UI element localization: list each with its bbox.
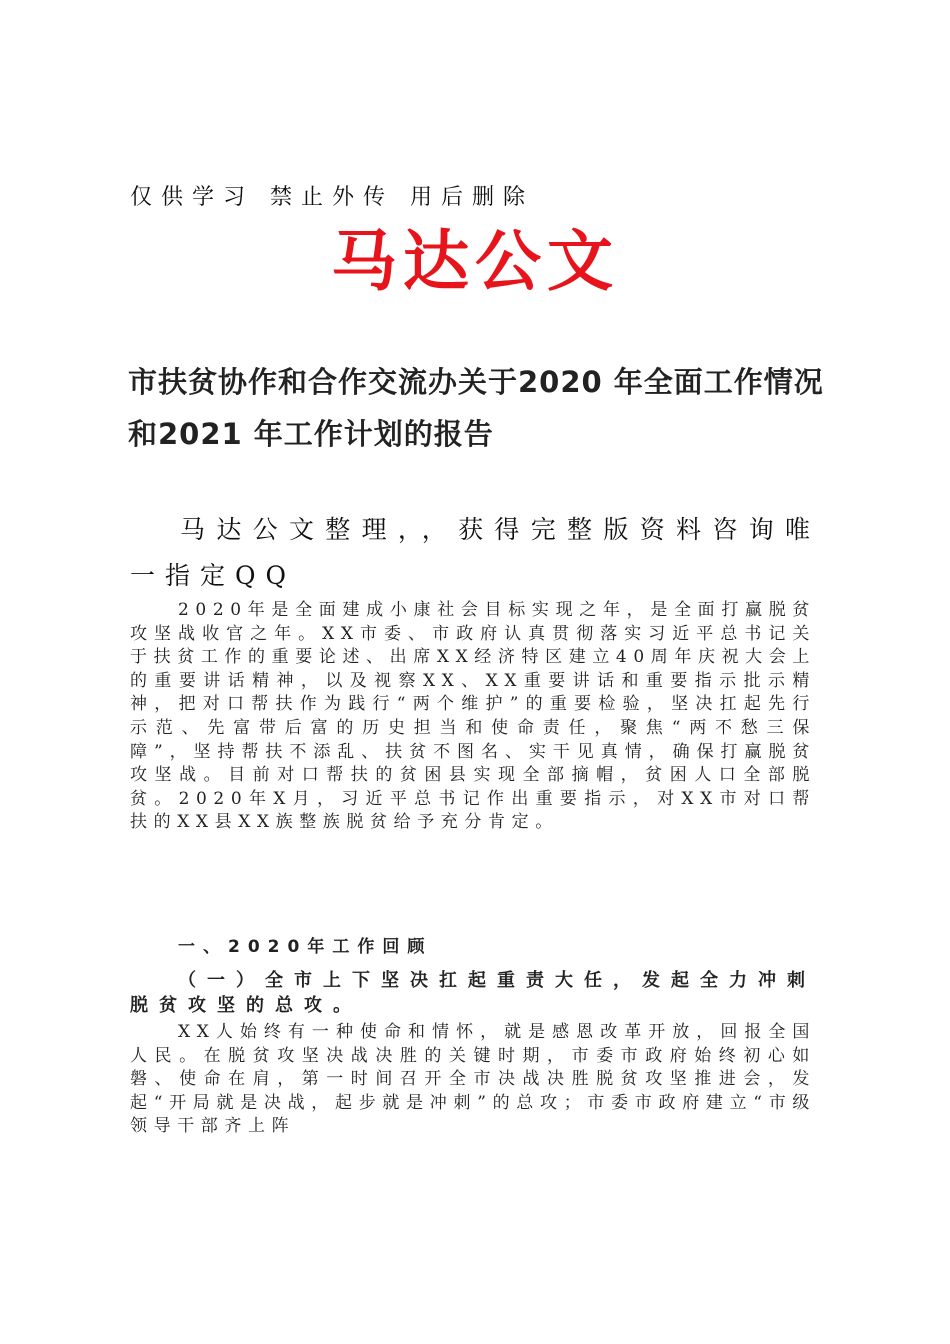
intro-line: 马达公文整理，，获得完整版资料咨询唯一指定QQ: [130, 515, 820, 590]
subsection-heading-1: （一）全市上下坚决扛起重责大任，发起全力冲刺脱贫攻坚的总攻。: [130, 970, 816, 1016]
body-paragraph-2: XX人始终有一种使命和情怀，就是感恩改革开放，回报全国人民。在脱贫攻坚决战决胜的关键时期，市委市政府始终初心如磐、使命在肩，第一时间召开全市决战决胜脱贫攻坚推进会，发起“开局就是决战，起步就是冲刺”的总攻；市委市政府建立“市级领导干部齐上阵: [130, 1022, 816, 1137]
study-only-notice: 仅供学习 禁止外传 用后删除: [130, 185, 534, 210]
body-paragraph-1: 2020年是全面建成小康社会目标实现之年，是全面打赢脱贫攻坚战收官之年。XX市委、市政府认真贯彻落实习近平总书记关于扶贫工作的重要论述、出席XX经济特区建立40周年庆祝大会上的重要讲话精神，以及视察XX、XX重要讲话和重要指示批示精神，把对口帮扶作为践行“两个维护”的重要检验，坚决扛起先行示范、先富带后富的历史担当和使命责任，聚焦“两不愁三保障”，坚持帮扶不添乱、扶贫不图名、实干见真情，确保打赢脱贫攻坚战。目前对口帮扶的贫困县实现全部摘帽，贫困人口全部脱贫。2020年X月，习近平总书记作出重要指示，对XX市对口帮扶的XX县XX族整族脱贫给予充分肯定。: [130, 600, 816, 833]
report-title: 市扶贫协作和合作交流办关于2020 年全面工作情况和2021 年工作计划的报告: [128, 365, 824, 451]
section-heading-1: 一、2020年工作回顾: [178, 937, 433, 957]
brand-title: 马达公文: [331, 222, 619, 300]
